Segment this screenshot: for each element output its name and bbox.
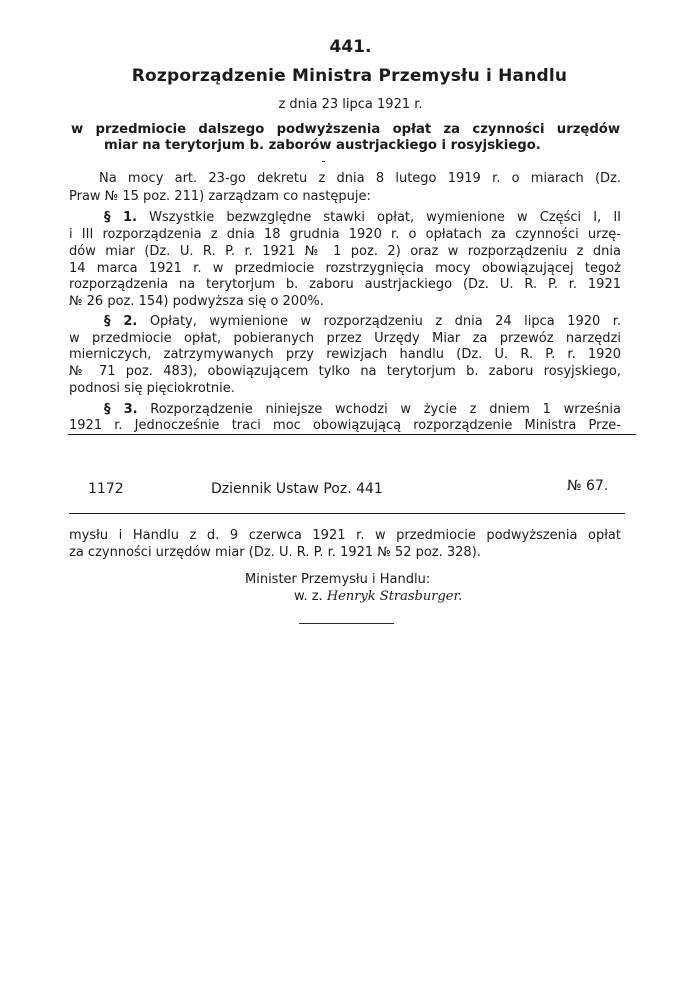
section-3-second-line: 1921 r. Jednocześnie traci moc obowiązującą rozporządzenie Ministra Prze- bbox=[69, 418, 621, 433]
subject-line-1: w przedmiocie dalszego podwyższenia opłat za czynności urzędów bbox=[71, 122, 620, 137]
subject-line-2: miar na terytorjum b. zaborów austrjackiego i rosyjskiego. bbox=[104, 138, 541, 153]
section-1-first-line bbox=[104, 210, 621, 225]
signer-name: Henryk Strasburger. bbox=[326, 589, 463, 604]
small-mark bbox=[322, 161, 325, 162]
hand-underline bbox=[68, 434, 636, 435]
section-2-line: w przedmiocie opłat, pobieranych przez Urzędy Miar za przewóz narzędzi bbox=[69, 331, 621, 346]
section-3-first-line bbox=[104, 402, 621, 417]
section-1-label: § 1. bbox=[104, 210, 137, 225]
section-2-first-line bbox=[104, 314, 621, 329]
section-2-line: № 71 poz. 483), obowiązującem tylko na terytorjum b. zaboru rosyjskiego, bbox=[69, 364, 621, 379]
signature-line bbox=[294, 589, 462, 604]
continuation-line: mysłu i Handlu z d. 9 czerwca 1921 r. w przedmiocie podwyższenia opłat bbox=[69, 528, 621, 543]
section-1-line: 14 marca 1921 r. w przedmiocie rozstrzygnięcia mocy obowiązującej tegoż bbox=[69, 261, 621, 276]
closing-divider bbox=[299, 623, 394, 624]
section-1-line: rozporządzenia na terytorjum b. zaboru austrjackiego (Dz. U. R. P. r. 1921 bbox=[69, 277, 621, 292]
continuation-line: za czynności urzędów miar (Dz. U. R. P. r. 1921 № 52 poz. 328). bbox=[69, 545, 481, 560]
document-number: 441. bbox=[329, 37, 372, 57]
section-2-line: podnosi się pięciokrotnie. bbox=[69, 381, 235, 396]
section-1-line: dów miar (Dz. U. R. P. r. 1921 № 1 poz. 2) oraz w rozporządzeniu z dnia bbox=[69, 244, 621, 259]
section-2-line: mierniczych, zatrzymywanych przy rewizjach handlu (Dz. U. R. P. r. 1920 bbox=[69, 347, 621, 362]
section-1-line: № 26 poz. 154) podwyższa się o 200%. bbox=[69, 294, 324, 309]
signer-title: Minister Przemysłu i Handlu: bbox=[245, 572, 431, 587]
preamble-line-2: Praw № 15 poz. 211) zarządzam co następuje: bbox=[69, 189, 371, 204]
page-number: 1172 bbox=[88, 481, 124, 497]
section-2-label: § 2. bbox=[104, 314, 138, 329]
header-rule bbox=[69, 513, 625, 514]
section-3-text: Rozporządzenie niniejsze wchodzi w życie z dniem 1 września bbox=[150, 402, 622, 417]
section-2-text: Opłaty, wymienione w rozporządzeniu z dnia 24 lipca 1920 r. bbox=[149, 314, 622, 329]
document-date: z dnia 23 lipca 1921 r. bbox=[278, 97, 423, 112]
section-1-line: i III rozporządzenia z dnia 18 grudnia 1920 r. o opłatach za czynności urzę- bbox=[69, 227, 621, 242]
preamble-line-1: Na mocy art. 23-go dekretu z dnia 8 lutego 1919 r. o miarach (Dz. bbox=[99, 171, 621, 186]
section-1-text: Wszystkie bezwzględne stawki opłat, wymienione w Części I, II bbox=[149, 210, 621, 225]
document-title: Rozporządzenie Ministra Przemysłu i Handlu bbox=[131, 66, 568, 86]
section-3-label: § 3. bbox=[104, 402, 138, 417]
signer-prefix: w. z. bbox=[294, 589, 323, 604]
journal-title: Dziennik Ustaw Poz. 441 bbox=[211, 481, 383, 497]
issue-number: № 67. bbox=[567, 478, 609, 494]
